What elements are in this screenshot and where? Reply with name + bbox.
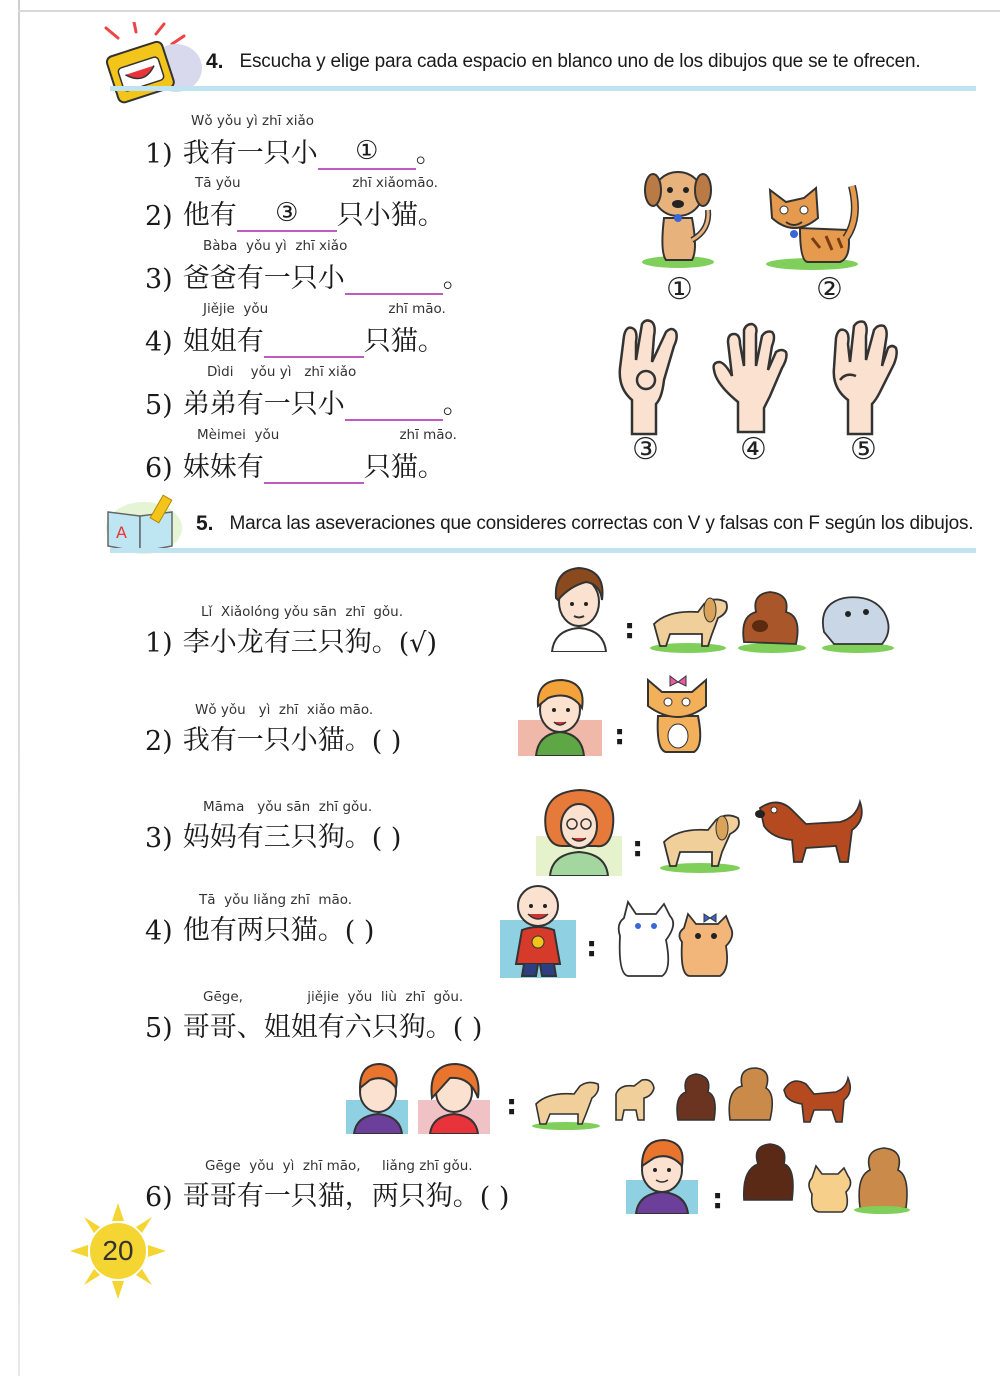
answer-blank[interactable] — [264, 324, 364, 358]
statement: 他有两只猫。 — [182, 915, 345, 946]
pinyin: Lǐ Xiǎolóng yǒu sān zhī gǒu. — [201, 604, 404, 620]
sentence-start: 姐姐有 — [182, 326, 264, 357]
exercise4-instruction: Escucha y elige para cada espacio en blanco uno de los dibujos que se te ofrecen. — [239, 51, 921, 72]
six-dogs-picture — [530, 1060, 856, 1132]
ex4-item — [145, 364, 585, 420]
colon-separator: : — [586, 930, 598, 963]
pinyin: Bàba yǒu yì zhī xiǎo — [203, 238, 348, 254]
exercise4-number: 4. — [206, 50, 224, 73]
hand-three-fingers-picture — [612, 318, 684, 436]
statement: 李小龙有三只狗。 — [182, 627, 399, 658]
sentence-end: 。 — [415, 138, 443, 169]
brother-sister-portraits — [346, 1058, 490, 1134]
sentence-end: 只小猫。 — [336, 200, 445, 231]
answer-blank[interactable] — [345, 261, 443, 295]
ex5-item — [145, 604, 525, 664]
ex5-item — [145, 989, 585, 1049]
ex5-item — [145, 1158, 615, 1218]
pinyin: Gēge yǒu yì zhī māo, liǎng zhī gǒu. — [205, 1158, 473, 1174]
exercise5-number: 5. — [196, 512, 214, 535]
brother-portrait — [626, 1136, 698, 1214]
item-index: 5) — [145, 1013, 173, 1044]
statement: 我有一只小猫。 — [182, 725, 372, 756]
ex4-item — [145, 238, 585, 294]
pinyin: Māma yǒu sān zhī gǒu. — [203, 799, 373, 815]
sentence-start: 弟弟有一只小 — [182, 389, 345, 420]
page-number-badge — [70, 1203, 166, 1299]
man-portrait — [546, 564, 612, 652]
cat-option-picture — [760, 178, 864, 270]
sentence-end: 。 — [442, 389, 470, 420]
item-index: 3) — [145, 264, 173, 295]
ex4-item — [145, 427, 585, 483]
statement: 哥哥、姐姐有六只狗。 — [182, 1012, 453, 1043]
item-index: 2) — [145, 201, 173, 232]
cat-and-two-dogs-picture — [736, 1138, 912, 1214]
item-index: 1) — [145, 139, 173, 170]
item-index: 1) — [145, 628, 173, 659]
true-false-mark[interactable]: ( ) — [371, 823, 402, 854]
item-index: 2) — [145, 726, 173, 757]
item-index: 4) — [145, 327, 173, 358]
option-label-1: ① — [666, 272, 693, 307]
sentence-start: 爸爸有一只小 — [182, 263, 345, 294]
answer-blank[interactable]: ③ — [237, 198, 337, 232]
pinyin: Wǒ yǒu yì zhī xiǎo — [191, 113, 314, 129]
pinyin: Jiějie yǒu zhī māo. — [203, 301, 446, 317]
item-index: 5) — [145, 390, 173, 421]
option-label-5: ⑤ — [850, 432, 877, 467]
ex4-item — [145, 301, 585, 357]
ex4-item — [145, 175, 585, 231]
true-false-mark[interactable]: ( ) — [344, 916, 375, 947]
statement: 哥哥有一只猫，两只狗。 — [182, 1181, 480, 1212]
option-label-3: ③ — [632, 432, 659, 467]
page-edge — [18, 0, 20, 1376]
true-false-mark[interactable]: ( ) — [479, 1182, 510, 1213]
mother-portrait — [536, 786, 622, 876]
page-edge-top — [18, 10, 1000, 12]
true-false-mark[interactable]: (√) — [398, 628, 437, 659]
ex5-item — [145, 799, 495, 859]
pinyin: Tā yǒu zhī xiǎomāo. — [195, 175, 438, 191]
colon-separator: : — [712, 1182, 724, 1215]
cat-with-bow-picture — [636, 670, 720, 756]
ex5-item — [145, 702, 495, 762]
item-index: 3) — [145, 823, 173, 854]
answer-blank[interactable] — [264, 450, 364, 484]
pinyin: Wǒ yǒu yì zhī xiǎo māo. — [195, 702, 374, 718]
colon-separator: : — [632, 830, 644, 863]
item-index: 6) — [145, 453, 173, 484]
exercise5-instruction: Marca las aseveraciones que consideres correctas con V y falsas con F según los dibujos. — [229, 513, 974, 534]
ex4-item — [145, 113, 585, 169]
colon-separator: : — [506, 1088, 518, 1121]
ex5-item — [145, 892, 465, 952]
pinyin: Gēge, jiějie yǒu liù zhī gǒu. — [203, 989, 464, 1005]
colon-separator: : — [614, 718, 626, 751]
sentence-start: 他有 — [182, 200, 237, 231]
item-index: 6) — [145, 1182, 173, 1213]
answer-blank[interactable] — [345, 387, 443, 421]
dog-option-picture — [636, 160, 720, 270]
two-dogs-picture — [656, 790, 866, 874]
sentence-end: 。 — [442, 263, 470, 294]
statement: 妈妈有三只狗。 — [182, 822, 372, 853]
sentence-start: 妹妹有 — [182, 452, 264, 483]
sentence-end: 只猫。 — [363, 326, 445, 357]
boy-portrait — [500, 880, 576, 978]
exercise4-header — [110, 38, 976, 91]
two-cats-picture — [612, 896, 744, 980]
item-index: 4) — [145, 916, 173, 947]
exercise5-header — [110, 500, 976, 553]
pinyin: Dìdi yǒu yì zhī xiǎo — [207, 364, 357, 380]
option-label-2: ② — [816, 272, 843, 307]
answer-blank[interactable]: ① — [318, 136, 416, 170]
pinyin: Mèimei yǒu zhī māo. — [197, 427, 457, 443]
hand-five-fingers-picture — [710, 322, 790, 434]
girl-portrait — [518, 676, 602, 756]
three-dogs-picture — [648, 582, 898, 654]
option-label-4: ④ — [740, 432, 767, 467]
true-false-mark[interactable]: ( ) — [452, 1013, 483, 1044]
colon-separator: : — [624, 612, 636, 645]
hand-four-fingers-picture — [826, 318, 898, 436]
sentence-end: 只猫。 — [363, 452, 445, 483]
pinyin: Tā yǒu liǎng zhī māo. — [199, 892, 353, 908]
svg-text:A: A — [116, 523, 127, 542]
page-number: 20 — [90, 1223, 146, 1279]
true-false-mark[interactable]: ( ) — [371, 726, 402, 757]
sentence-start: 我有一只小 — [182, 138, 318, 169]
